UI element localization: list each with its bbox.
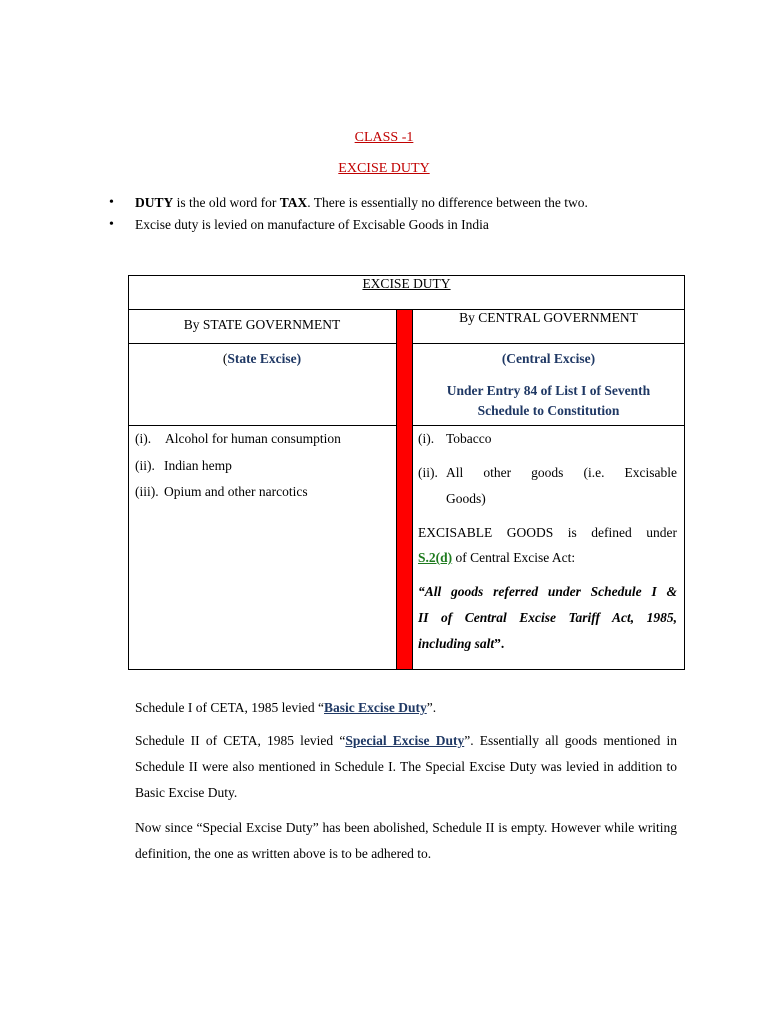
paragraph-abolished: Now since “Special Excise Duty” has been abolished, Schedule II is empty. However while writing definition, the one as written above is to be adhered to. [135, 820, 677, 861]
quote-line2: II of Central Excise Tariff Act, 1985, [418, 610, 677, 625]
bullet-icon: • [109, 217, 114, 232]
central-entry-line1: Under Entry 84 of List I of Seventh [446, 383, 651, 398]
paragraph-basic-excise: Schedule I of CETA, 1985 levied “Basic Excise Duty”. [135, 700, 437, 715]
central-heading: By CENTRAL GOVERNMENT [459, 310, 638, 325]
bullet-list [107, 193, 678, 235]
bullet-icon: • [109, 195, 114, 210]
central-list-item: (ii). All other goods (i.e. Excisable [418, 465, 677, 480]
table-header: EXCISE DUTY [362, 276, 451, 291]
state-list-item: (ii). Indian hemp [135, 458, 232, 473]
red-divider-bar [396, 310, 412, 669]
state-list-item: (iii). Opium and other narcotics [135, 484, 308, 499]
central-entry-line2: Schedule to Constitution [477, 403, 620, 418]
state-heading: By STATE GOVERNMENT [183, 317, 341, 332]
bullet-item [107, 215, 678, 235]
central-list-item: (i). Tobacco [418, 431, 492, 446]
state-subheading: (State Excise) [222, 351, 302, 366]
bullet-text: . There is essentially no difference between the two. [307, 195, 588, 210]
paragraph-special-excise: Schedule II of CETA, 1985 levied “Special Excise Duty”. Essentially all goods mentioned in Schedule II were also mentioned in Schedule I. The Special Excise Duty was levied in addition to Basic Excise Duty. [135, 733, 678, 800]
page-subtitle: EXCISE DUTY [338, 161, 430, 176]
quote-line3: including salt”. [418, 636, 505, 651]
basic-excise-duty-link[interactable]: Basic Excise Duty [324, 700, 427, 715]
definition-line2: S.2(d) of Central Excise Act: [418, 550, 576, 565]
bullet-text: is the old word for [173, 195, 280, 210]
bullet-bold-tax: TAX [279, 195, 308, 210]
definition-line1: EXCISABLE GOODS is defined under [418, 525, 677, 540]
section-link[interactable]: S.2(d) [418, 550, 453, 565]
table-divider [396, 310, 397, 669]
page-title: CLASS -1 [354, 130, 414, 145]
bullet-text: Excise duty is levied on manufacture of Excisable Goods in India [135, 217, 489, 232]
central-list-item-cont: Goods) [446, 491, 486, 506]
special-excise-duty-link[interactable]: Special Excise Duty [345, 733, 465, 748]
central-subheading: (Central Excise) [501, 351, 596, 366]
bullet-item [107, 193, 678, 213]
quote-line1: “All goods referred under Schedule I & [418, 584, 677, 599]
bullet-bold-duty: DUTY [135, 195, 174, 210]
state-list-item: (i). Alcohol for human consumption [135, 431, 341, 446]
